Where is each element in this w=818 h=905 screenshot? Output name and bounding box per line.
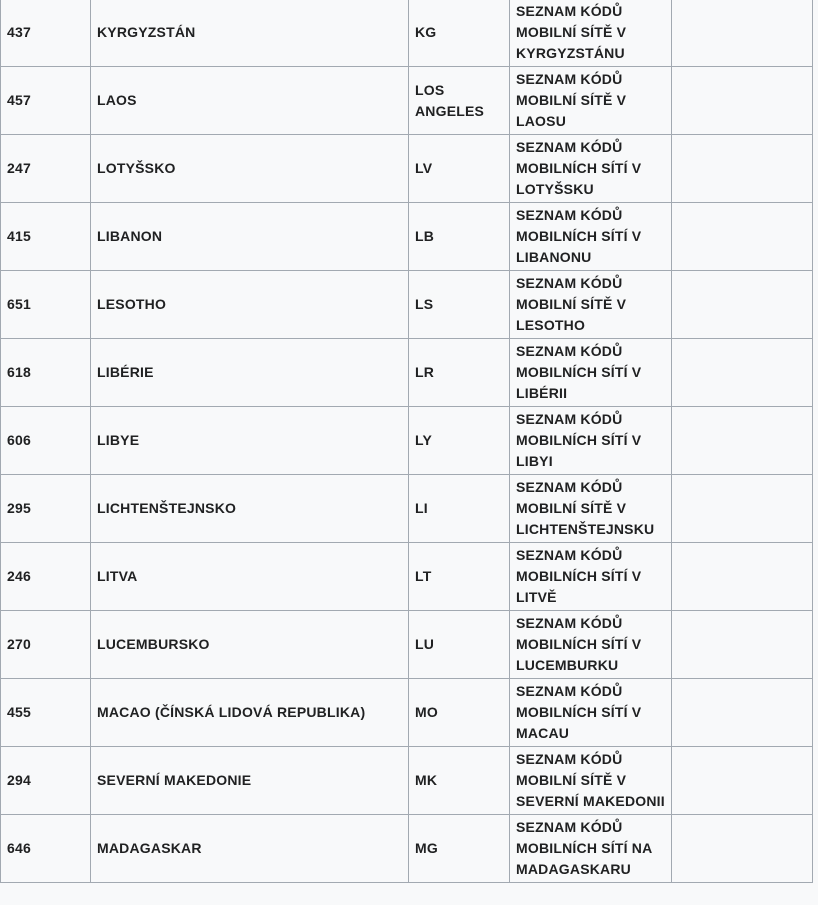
cell-iso: LB: [409, 203, 510, 271]
table-row: [1, 815, 813, 883]
mcc-table-body: [1, 0, 813, 883]
cell-mcc: 618: [1, 339, 91, 407]
cell-iso: LY: [409, 407, 510, 475]
cell-mcc: 651: [1, 271, 91, 339]
cell-country: LOTYŠSKO: [91, 135, 409, 203]
cell-country: LIBANON: [91, 203, 409, 271]
cell-empty: [672, 679, 813, 747]
cell-network-list-link[interactable]: SEZNAM KÓDŮ MOBILNÍCH SÍTÍ V LUCEMBURKU: [510, 611, 672, 679]
cell-network-list-link[interactable]: SEZNAM KÓDŮ MOBILNÍCH SÍTÍ V LIBANONU: [510, 203, 672, 271]
table-row: [1, 203, 813, 271]
cell-mcc: 294: [1, 747, 91, 815]
cell-empty: [672, 475, 813, 543]
table-row: [1, 543, 813, 611]
cell-mcc: 247: [1, 135, 91, 203]
cell-country: MACAO (ČÍNSKÁ LIDOVÁ REPUBLIKA): [91, 679, 409, 747]
cell-country: LIBYE: [91, 407, 409, 475]
table-row: [1, 747, 813, 815]
cell-country: SEVERNÍ MAKEDONIE: [91, 747, 409, 815]
cell-country: LICHTENŠTEJNSKO: [91, 475, 409, 543]
cell-network-list-link[interactable]: SEZNAM KÓDŮ MOBILNÍCH SÍTÍ NA MADAGASKARU: [510, 815, 672, 883]
cell-empty: [672, 339, 813, 407]
cell-country: LIBÉRIE: [91, 339, 409, 407]
cell-iso: LU: [409, 611, 510, 679]
cell-empty: [672, 271, 813, 339]
cell-country: LUCEMBURSKO: [91, 611, 409, 679]
table-row: [1, 475, 813, 543]
cell-empty: [672, 135, 813, 203]
cell-mcc: 646: [1, 815, 91, 883]
cell-country: LAOS: [91, 67, 409, 135]
cell-country: LESOTHO: [91, 271, 409, 339]
cell-empty: [672, 543, 813, 611]
cell-iso: KG: [409, 0, 510, 67]
cell-iso: LV: [409, 135, 510, 203]
cell-empty: [672, 815, 813, 883]
cell-network-list-link[interactable]: SEZNAM KÓDŮ MOBILNÍCH SÍTÍ V LIBÉRII: [510, 339, 672, 407]
cell-network-list-link[interactable]: SEZNAM KÓDŮ MOBILNÍCH SÍTÍ V LIBYI: [510, 407, 672, 475]
cell-network-list-link[interactable]: SEZNAM KÓDŮ MOBILNÍ SÍTĚ V KYRGYZSTÁNU: [510, 0, 672, 67]
cell-iso: LT: [409, 543, 510, 611]
cell-iso: LI: [409, 475, 510, 543]
cell-network-list-link[interactable]: SEZNAM KÓDŮ MOBILNÍ SÍTĚ V LICHTENŠTEJNSKU: [510, 475, 672, 543]
cell-network-list-link[interactable]: SEZNAM KÓDŮ MOBILNÍCH SÍTÍ V MACAU: [510, 679, 672, 747]
cell-network-list-link[interactable]: SEZNAM KÓDŮ MOBILNÍ SÍTĚ V SEVERNÍ MAKEDONII: [510, 747, 672, 815]
table-row: [1, 679, 813, 747]
cell-country: LITVA: [91, 543, 409, 611]
cell-empty: [672, 203, 813, 271]
table-row: [1, 407, 813, 475]
cell-network-list-link[interactable]: SEZNAM KÓDŮ MOBILNÍ SÍTĚ V LESOTHO: [510, 271, 672, 339]
cell-iso: MO: [409, 679, 510, 747]
table-row: [1, 611, 813, 679]
cell-mcc: 457: [1, 67, 91, 135]
cell-mcc: 455: [1, 679, 91, 747]
cell-iso: LOS ANGELES: [409, 67, 510, 135]
cell-empty: [672, 747, 813, 815]
table-row: [1, 67, 813, 135]
cell-empty: [672, 611, 813, 679]
cell-empty: [672, 407, 813, 475]
table-row: [1, 0, 813, 67]
cell-network-list-link[interactable]: SEZNAM KÓDŮ MOBILNÍCH SÍTÍ V LOTYŠSKU: [510, 135, 672, 203]
cell-mcc: 415: [1, 203, 91, 271]
table-row: [1, 135, 813, 203]
cell-mcc: 295: [1, 475, 91, 543]
cell-mcc: 270: [1, 611, 91, 679]
table-row: [1, 271, 813, 339]
cell-empty: [672, 0, 813, 67]
cell-iso: MG: [409, 815, 510, 883]
cell-empty: [672, 67, 813, 135]
cell-mcc: 606: [1, 407, 91, 475]
cell-mcc: 246: [1, 543, 91, 611]
cell-iso: LR: [409, 339, 510, 407]
cell-network-list-link[interactable]: SEZNAM KÓDŮ MOBILNÍCH SÍTÍ V LITVĚ: [510, 543, 672, 611]
cell-iso: MK: [409, 747, 510, 815]
cell-country: KYRGYZSTÁN: [91, 0, 409, 67]
cell-country: MADAGASKAR: [91, 815, 409, 883]
cell-mcc: 437: [1, 0, 91, 67]
cell-iso: LS: [409, 271, 510, 339]
table-row: [1, 339, 813, 407]
cell-network-list-link[interactable]: SEZNAM KÓDŮ MOBILNÍ SÍTĚ V LAOSU: [510, 67, 672, 135]
